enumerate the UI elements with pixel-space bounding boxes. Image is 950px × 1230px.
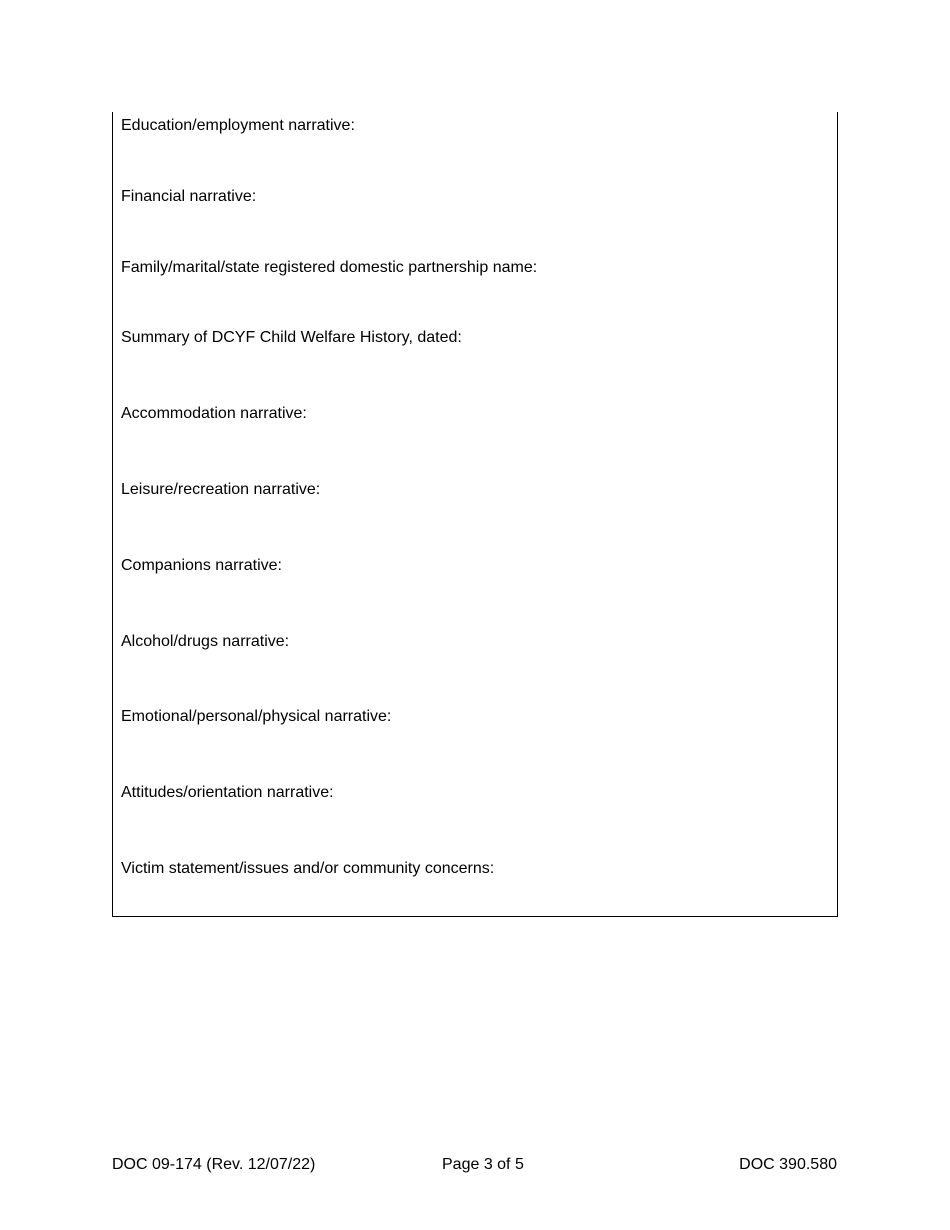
- footer-policy-number: DOC 390.580: [739, 1156, 837, 1173]
- victim-statement-label: Victim statement/issues and/or community concerns:: [121, 860, 495, 877]
- footer-form-number: DOC 09-174 (Rev. 12/07/22): [112, 1156, 316, 1173]
- financial-label: Financial narrative:: [121, 188, 257, 205]
- companions-label: Companions narrative:: [121, 557, 282, 574]
- emotional-personal-label: Emotional/personal/physical narrative:: [121, 708, 392, 725]
- accommodation-label: Accommodation narrative:: [121, 405, 307, 422]
- alcohol-drugs-label: Alcohol/drugs narrative:: [121, 633, 290, 650]
- attitudes-orientation-label: Attitudes/orientation narrative:: [121, 784, 334, 801]
- education-employment-label: Education/employment narrative:: [121, 117, 355, 134]
- dcyf-history-label: Summary of DCYF Child Welfare History, dated:: [121, 329, 462, 346]
- footer-page-number: Page 3 of 5: [442, 1156, 524, 1173]
- leisure-recreation-label: Leisure/recreation narrative:: [121, 481, 321, 498]
- family-marital-label: Family/marital/state registered domestic partnership name:: [121, 259, 538, 276]
- narrative-form-box: [112, 112, 838, 917]
